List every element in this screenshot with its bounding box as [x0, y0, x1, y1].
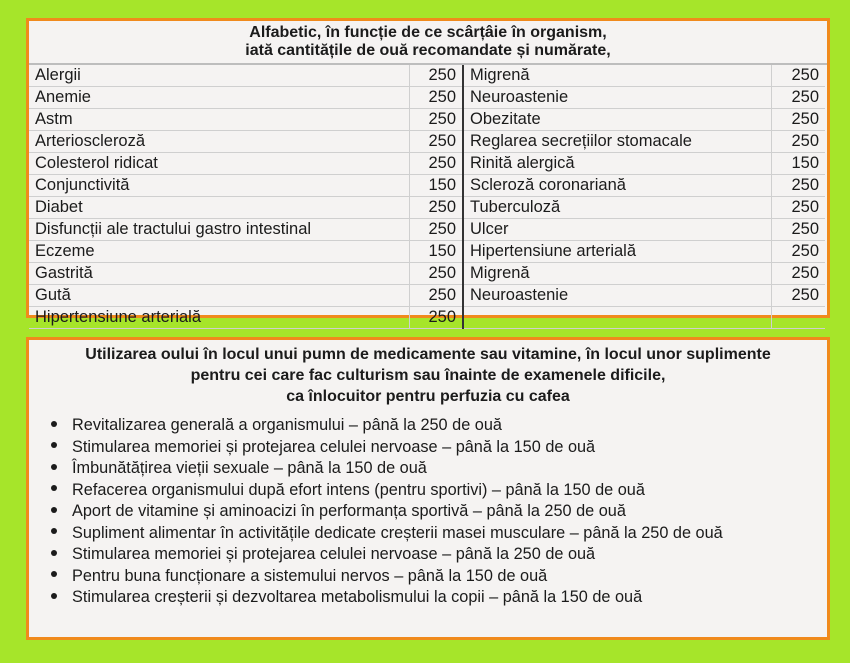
- egg-count: 250: [772, 87, 825, 109]
- right-table: [462, 65, 825, 329]
- egg-count: 250: [410, 219, 463, 241]
- condition-name: Alergii: [29, 65, 410, 87]
- egg-count: 150: [410, 175, 463, 197]
- egg-count: 250: [772, 263, 825, 285]
- condition-name: Obezitate: [463, 109, 772, 131]
- table-title: [29, 21, 827, 65]
- benefits-heading: [29, 340, 827, 407]
- benefit-text: Stimularea creșterii și dezvoltarea metabolismului la copii – până la 150 de ouă: [72, 588, 643, 606]
- right-table-row: [463, 109, 825, 131]
- benefits-heading-line-2: pentru cei care fac culturism sau înainte de examenele dificile,: [190, 367, 666, 384]
- left-table: [29, 65, 462, 329]
- right-table-row: [463, 87, 825, 109]
- benefit-text: Stimularea memoriei și protejarea celulei nervoase – până la 250 de ouă: [72, 545, 596, 563]
- benefits-heading-line-3: ca înlocuitor pentru perfuzia cu cafea: [286, 388, 570, 405]
- condition-name: Eczeme: [29, 241, 410, 263]
- condition-name: Reglarea secrețiilor stomacale: [463, 131, 772, 153]
- egg-count: 250: [772, 197, 825, 219]
- egg-count: 250: [410, 87, 463, 109]
- benefit-text: Supliment alimentar în activitățile dedicate creșterii masei musculare – până la 250 de ouă: [72, 523, 723, 542]
- egg-count: 250: [772, 241, 825, 263]
- right-table-row: [463, 219, 825, 241]
- condition-name: Disfuncții ale tractului gastro intestinal: [29, 219, 410, 241]
- left-table-row: [29, 307, 462, 329]
- benefit-item: [51, 566, 827, 588]
- left-table-row: [29, 153, 462, 175]
- left-table-row: [29, 109, 462, 131]
- bullet-icon: [51, 507, 57, 513]
- egg-count: 250: [410, 109, 463, 131]
- benefits-list: [29, 415, 827, 609]
- condition-name: Scleroză coronariană: [463, 175, 772, 197]
- egg-count: [772, 307, 825, 329]
- benefit-item: [51, 458, 827, 480]
- condition-name: Hipertensiune arterială: [29, 307, 410, 329]
- condition-name: Gută: [29, 285, 410, 307]
- benefit-item: [51, 415, 827, 437]
- tables-row: [29, 65, 827, 329]
- condition-name: Tuberculoză: [463, 197, 772, 219]
- right-table-row: [463, 153, 825, 175]
- benefits-panel: [26, 337, 830, 640]
- egg-count: 250: [772, 219, 825, 241]
- egg-count: 250: [410, 307, 463, 329]
- benefit-text: Îmbunătățirea vieții sexuale – până la 150 de ouă: [72, 459, 427, 477]
- bullet-icon: [51, 550, 57, 556]
- bullet-icon: [51, 571, 57, 577]
- bullet-icon: [51, 593, 57, 599]
- condition-name: Migrenă: [463, 65, 772, 87]
- benefit-text: Aport de vitamine și aminoacizi în performanța sportivă – până la 250 de ouă: [72, 502, 626, 520]
- condition-name: Rinită alergică: [463, 153, 772, 175]
- condition-name: Ulcer: [463, 219, 772, 241]
- right-table-row: [463, 175, 825, 197]
- benefit-text: Refacerea organismului după efort intens (pentru sportivi) – până la 150 de ouă: [72, 480, 645, 499]
- egg-count: 250: [410, 153, 463, 175]
- condition-name: Anemie: [29, 87, 410, 109]
- left-table-row: [29, 285, 462, 307]
- condition-name: Gastrită: [29, 263, 410, 285]
- left-table-row: [29, 175, 462, 197]
- left-table-row: [29, 263, 462, 285]
- egg-count: 250: [410, 197, 463, 219]
- right-table-row: [463, 285, 825, 307]
- right-table-row: [463, 307, 825, 329]
- bullet-icon: [51, 485, 57, 491]
- egg-count: 250: [772, 109, 825, 131]
- bullet-icon: [51, 528, 57, 534]
- benefit-item: [51, 544, 827, 566]
- table-title-line-1: Alfabetic, în funcție de ce scârțâie în organism,: [249, 24, 607, 41]
- egg-count: 250: [410, 65, 463, 87]
- right-table-row: [463, 197, 825, 219]
- benefit-item: [51, 501, 827, 523]
- egg-count: 250: [410, 263, 463, 285]
- left-table-row: [29, 87, 462, 109]
- benefit-item: [51, 587, 827, 609]
- left-table-row: [29, 241, 462, 263]
- benefit-text: Revitalizarea generală a organismului – până la 250 de ouă: [72, 416, 502, 434]
- benefit-text: Stimularea memoriei și protejarea celulei nervoase – până la 150 de ouă: [72, 437, 596, 456]
- egg-count: 250: [410, 285, 463, 307]
- right-table-row: [463, 263, 825, 285]
- benefit-item: [51, 437, 827, 459]
- egg-count: 250: [772, 175, 825, 197]
- bullet-icon: [51, 421, 57, 427]
- condition-name: Diabet: [29, 197, 410, 219]
- left-table-row: [29, 197, 462, 219]
- benefit-text: Pentru buna funcționare a sistemului nervos – până la 150 de ouă: [72, 566, 548, 585]
- condition-name: [463, 307, 772, 329]
- condition-name: Neuroastenie: [463, 87, 772, 109]
- recommendations-table-panel: [26, 18, 830, 326]
- left-table-row: [29, 65, 462, 87]
- condition-name: Colesterol ridicat: [29, 153, 410, 175]
- egg-count: 250: [772, 131, 825, 153]
- table-title-line-2: iată cantitățile de ouă recomandate și numărate,: [245, 42, 611, 59]
- bullet-icon: [51, 464, 57, 470]
- egg-count: 250: [772, 65, 825, 87]
- benefit-item: [51, 523, 827, 545]
- egg-count: 250: [410, 131, 463, 153]
- left-table-row: [29, 219, 462, 241]
- condition-name: Hipertensiune arterială: [463, 241, 772, 263]
- bullet-icon: [51, 442, 57, 448]
- right-table-row: [463, 241, 825, 263]
- condition-name: Astm: [29, 109, 410, 131]
- right-table-row: [463, 65, 825, 87]
- benefit-item: [51, 480, 827, 502]
- condition-name: Arterioscleroză: [29, 131, 410, 153]
- benefits-heading-line-1: Utilizarea oului în locul unui pumn de medicamente sau vitamine, în locul unor suplimente: [85, 346, 771, 363]
- condition-name: Conjunctivită: [29, 175, 410, 197]
- condition-name: Neuroastenie: [463, 285, 772, 307]
- condition-name: Migrenă: [463, 263, 772, 285]
- egg-count: 250: [772, 285, 825, 307]
- egg-count: 150: [772, 153, 825, 175]
- left-table-row: [29, 131, 462, 153]
- egg-count: 150: [410, 241, 463, 263]
- right-table-row: [463, 131, 825, 153]
